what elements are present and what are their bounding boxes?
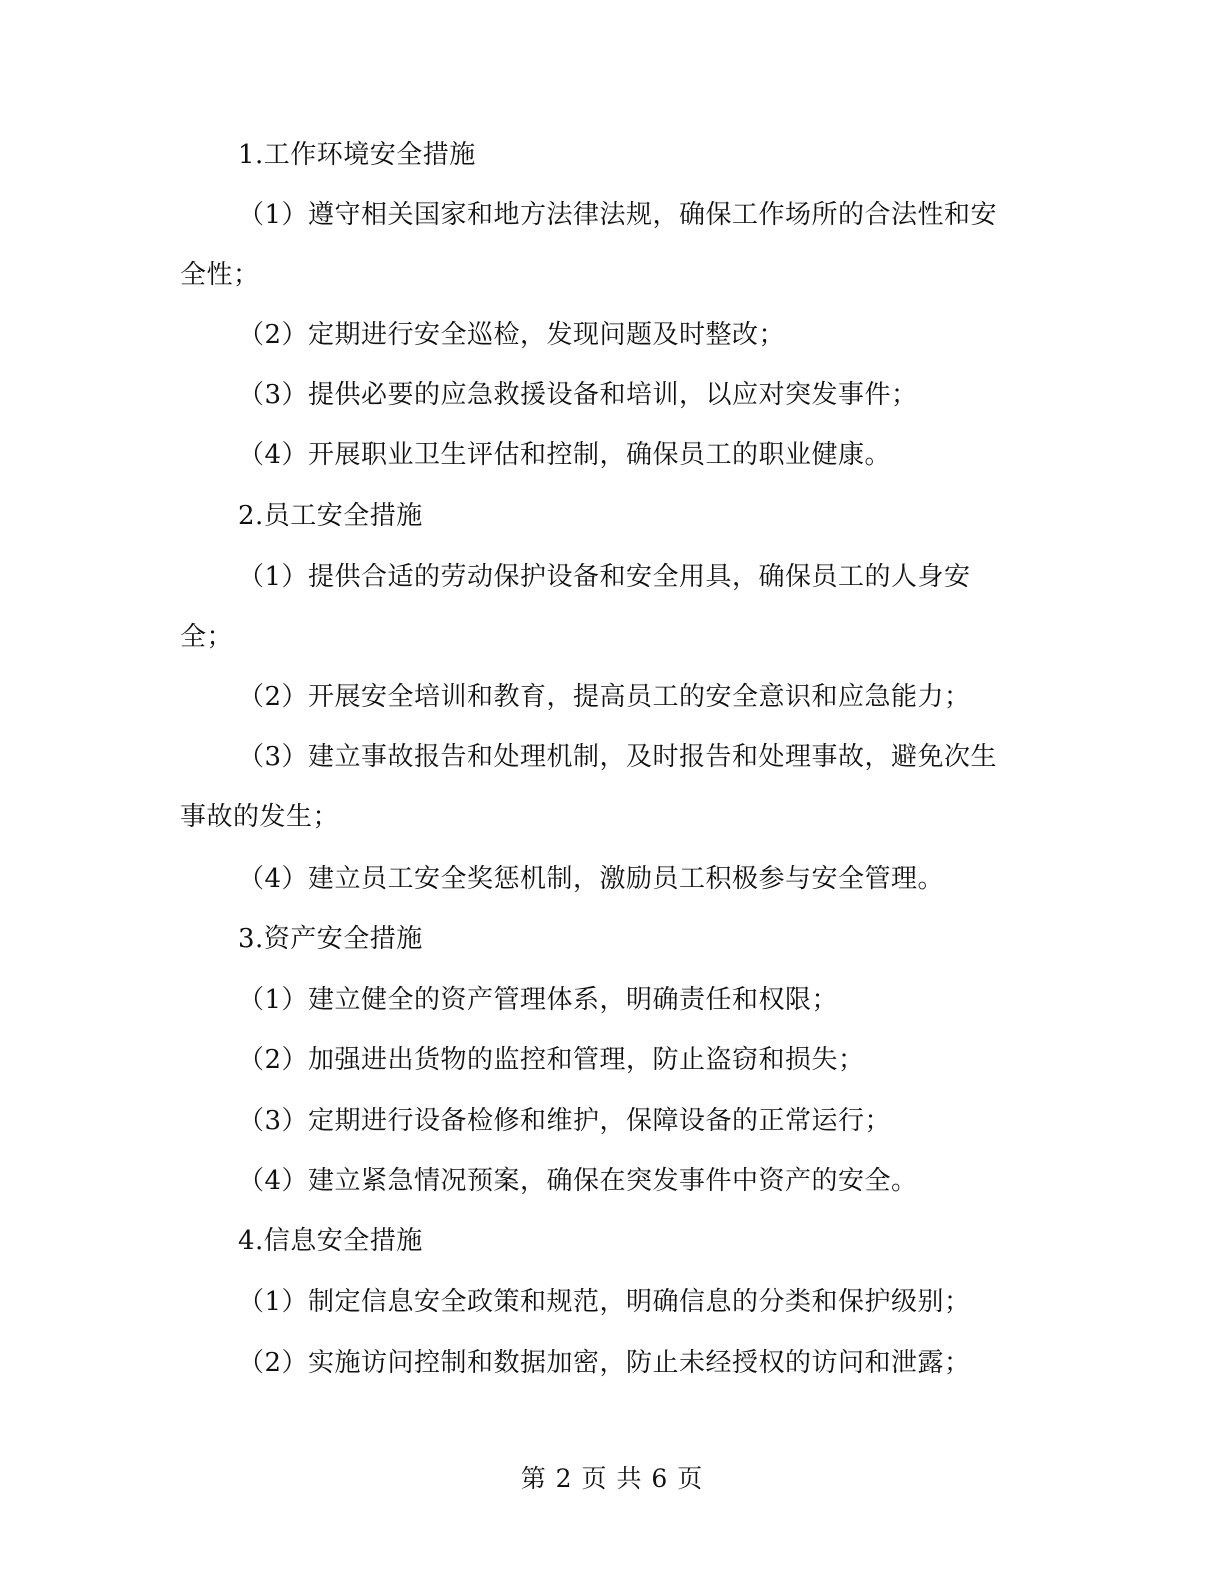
section-heading-2: 2.员工安全措施 [238, 501, 423, 531]
paragraph-line: 事故的发生； [180, 802, 340, 832]
paragraph-line: （1）建立健全的资产管理体系，明确责任和权限； [238, 985, 839, 1015]
paragraph-line: （3）定期进行设备检修和维护，保障设备的正常运行； [238, 1106, 892, 1136]
paragraph-line: （2）定期进行安全巡检，发现问题及时整改； [238, 320, 786, 350]
paragraph-line: （2）实施访问控制和数据加密，防止未经授权的访问和泄露； [238, 1348, 971, 1378]
paragraph-line: （2）开展安全培训和教育，提高员工的安全意识和应急能力； [238, 682, 971, 712]
paragraph-line: 全； [180, 622, 234, 652]
section-heading-3: 3.资产安全措施 [238, 924, 423, 954]
paragraph-line: （2）加强进出货物的监控和管理，防止盗窃和损失； [238, 1045, 865, 1075]
paragraph-line: （4）开展职业卫生评估和控制，确保员工的职业健康。 [238, 440, 892, 470]
section-heading-4: 4.信息安全措施 [238, 1226, 423, 1256]
paragraph-line: （1）制定信息安全政策和规范，明确信息的分类和保护级别； [238, 1287, 971, 1317]
paragraph-line: （1）提供合适的劳动保护设备和安全用具，确保员工的人身安 [238, 562, 971, 592]
paragraph-line: （3）提供必要的应急救援设备和培训，以应对突发事件； [238, 380, 918, 410]
paragraph-line: （1）遵守相关国家和地方法律法规，确保工作场所的合法性和安 [238, 200, 998, 230]
paragraph-line: （4）建立员工安全奖惩机制，激励员工积极参与安全管理。 [238, 864, 945, 894]
paragraph-line: （4）建立紧急情况预案，确保在突发事件中资产的安全。 [238, 1166, 918, 1196]
paragraph-line: （3）建立事故报告和处理机制，及时报告和处理事故，避免次生 [238, 742, 998, 772]
page-number-footer: 第 2 页 共 6 页 [520, 1464, 704, 1493]
section-heading-1: 1.工作环境安全措施 [238, 140, 476, 170]
paragraph-line: 全性； [180, 260, 260, 290]
